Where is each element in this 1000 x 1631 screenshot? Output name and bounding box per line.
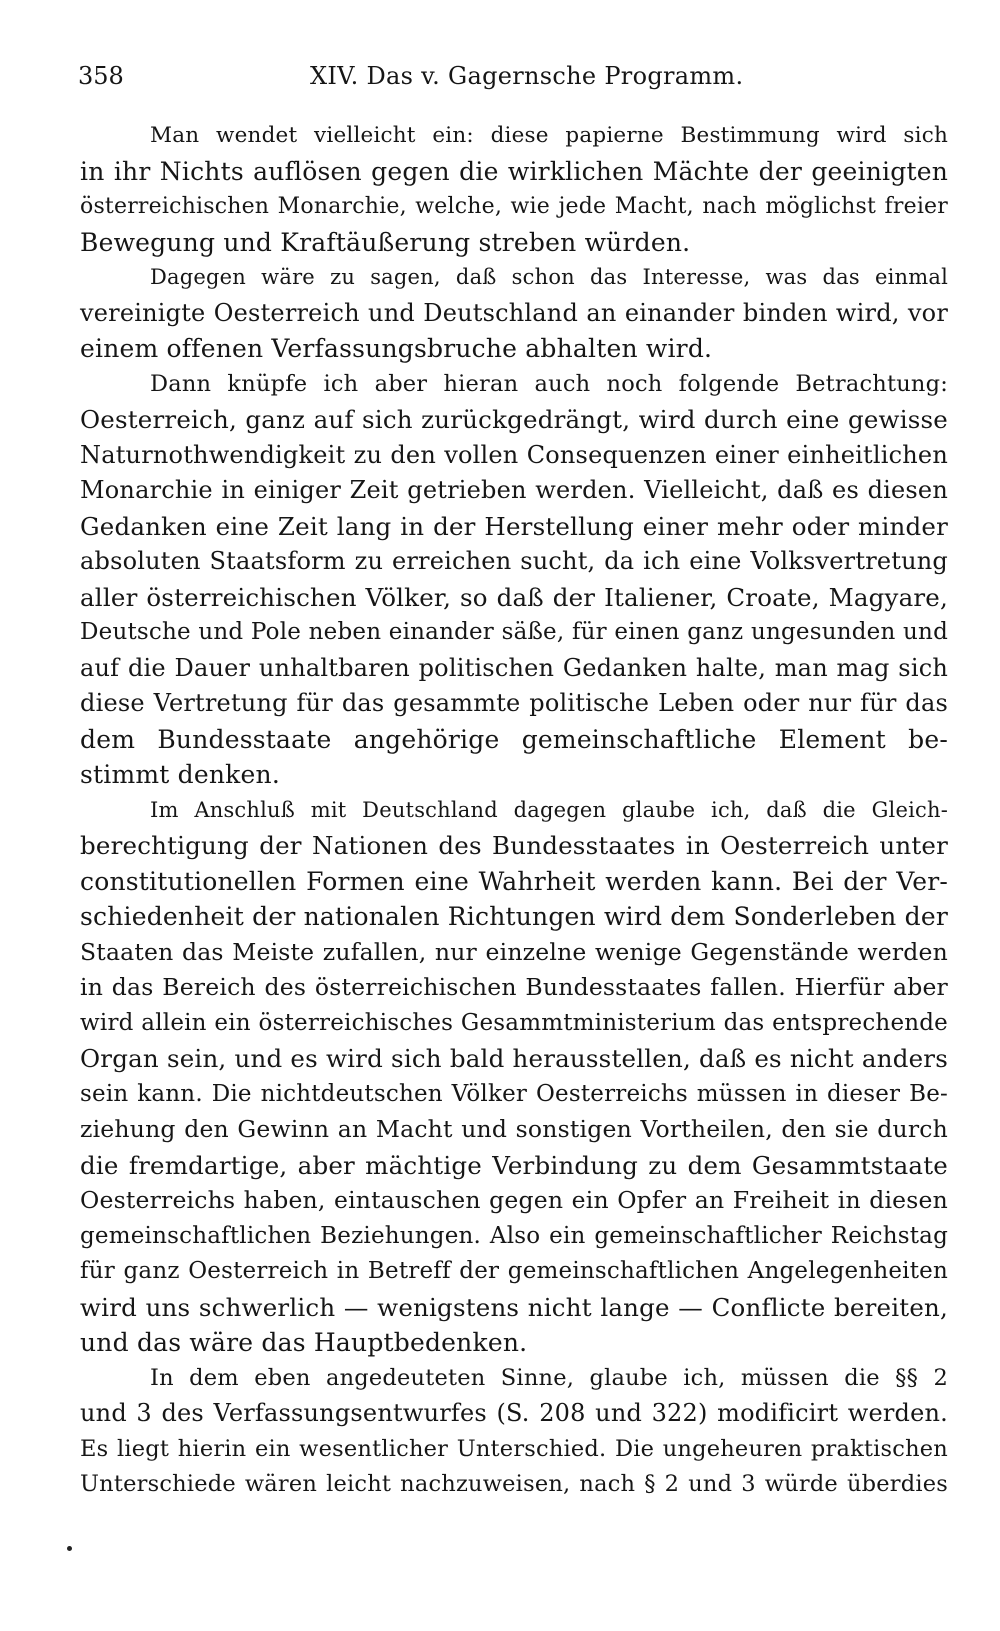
text-line: absoluten Staatsform zu erreichen sucht, da ich eine Volksvertretung bbox=[80, 547, 948, 575]
text-line: Gedanken eine Zeit lang in der Herstellung einer mehr oder minder bbox=[80, 511, 948, 541]
text-line: Unterschiede wären leicht nachzuweisen, nach § 2 und 3 würde überdies bbox=[80, 1471, 948, 1497]
text-line: Monarchie in einiger Zeit getrieben werden. Vielleicht, daß es diesen bbox=[80, 476, 948, 504]
body-text bbox=[80, 118, 948, 1503]
text-line: einem offenen Verfassungsbruche abhalten wird. bbox=[80, 334, 713, 363]
text-line: Bewegung und Kraftäußerung streben würden. bbox=[80, 227, 691, 257]
text-line: Staaten das Meiste zufallen, nur einzelne wenige Gegenstände werden bbox=[80, 937, 948, 966]
text-line: ziehung den Gewinn an Macht und sonstigen Vortheilen, den sie durch bbox=[80, 1115, 948, 1143]
text-line: berechtigung der Nationen des Bundesstaates in Oesterreich unter bbox=[80, 831, 948, 860]
paragraph bbox=[80, 1361, 948, 1503]
text-line: österreichischen Monarchie, welche, wie jede Macht, nach möglichst freier bbox=[80, 194, 948, 219]
text-line: die fremdartige, aber mächtige Verbindung zu dem Gesammtstaate bbox=[80, 1150, 948, 1180]
page-header bbox=[78, 56, 948, 96]
text-line: wird uns schwerlich — wenigstens nicht lange — Conflicte bereiten, bbox=[80, 1292, 948, 1322]
text-line: stimmt denken. bbox=[80, 760, 280, 789]
text-line: aller österreichischen Völker, so daß der Italiener, Croate, Magyare, bbox=[80, 582, 948, 612]
text-line: Deutsche und Pole neben einander säße, für einen ganz ungesunden und bbox=[80, 619, 948, 645]
text-line: und das wäre das Hauptbedenken. bbox=[80, 1328, 528, 1357]
ink-speck bbox=[67, 1546, 72, 1551]
text-line: für ganz Oesterreich in Betreff der gemeinschaftlichen Angelegenheiten bbox=[80, 1258, 948, 1284]
paragraph bbox=[80, 367, 948, 793]
text-line: dem Bundesstaate angehörige gemeinschaftliche Element be- bbox=[80, 724, 948, 754]
text-line: Oesterreich, ganz auf sich zurückgedrängt, wird durch eine gewisse bbox=[80, 405, 948, 434]
page-number: 358 bbox=[78, 62, 124, 90]
text-line: Organ sein, und es wird sich bald herausstellen, daß es nicht anders bbox=[80, 1044, 948, 1073]
paragraph bbox=[80, 260, 948, 367]
text-line: sein kann. Die nichtdeutschen Völker Oesterreichs müssen in dieser Be- bbox=[80, 1080, 948, 1107]
paragraph bbox=[80, 793, 948, 1361]
text-line: gemeinschaftlichen Beziehungen. Also ein gemeinschaftlicher Reichstag bbox=[80, 1222, 948, 1249]
text-line: und 3 des Verfassungsentwurfes (S. 208 und 322) modificirt werden. bbox=[80, 1399, 948, 1427]
text-line: In dem eben angedeuteten Sinne, glaube ich, müssen die §§ 2 bbox=[150, 1364, 948, 1391]
text-line: vereinigte Oesterreich und Deutschland an einander binden wird, vor bbox=[80, 298, 948, 327]
text-line: diese Vertretung für das gesammte politische Leben oder nur für das bbox=[80, 689, 948, 717]
text-line: schiedenheit der nationalen Richtungen wird dem Sonderleben der bbox=[80, 902, 948, 931]
text-line: Dann knüpfe ich aber hieran auch noch folgende Betrachtung: bbox=[150, 370, 948, 397]
text-line: Im Anschluß mit Deutschland dagegen glaube ich, daß die Gleich- bbox=[150, 797, 948, 822]
text-line: wird allein ein österreichisches Gesammtministerium das entsprechende bbox=[80, 1009, 948, 1036]
text-line: constitutionellen Formen eine Wahrheit werden kann. Bei der Ver- bbox=[80, 866, 948, 896]
text-line: Man wendet vielleicht ein: diese papierne Bestimmung wird sich bbox=[150, 123, 948, 148]
text-line: Dagegen wäre zu sagen, daß schon das Interesse, was das einmal bbox=[150, 265, 948, 289]
paragraph bbox=[80, 118, 948, 260]
running-head: XIV. Das v. Gagernsche Programm. bbox=[310, 62, 744, 90]
text-line: in ihr Nichts auflösen gegen die wirklichen Mächte der geeinigten bbox=[80, 156, 948, 186]
text-line: Es liegt hierin ein wesentlicher Unterschied. Die ungeheuren praktischen bbox=[80, 1435, 948, 1462]
text-line: auf die Dauer unhaltbaren politischen Gedanken halte, man mag sich bbox=[80, 653, 948, 682]
text-line: Naturnothwendigkeit zu den vollen Consequenzen einer einheitlichen bbox=[80, 440, 948, 469]
text-line: Oesterreichs haben, eintauschen gegen ein Opfer an Freiheit in diesen bbox=[80, 1186, 948, 1214]
text-line: in das Bereich des österreichischen Bundesstaates fallen. Hierfür aber bbox=[80, 973, 948, 1001]
